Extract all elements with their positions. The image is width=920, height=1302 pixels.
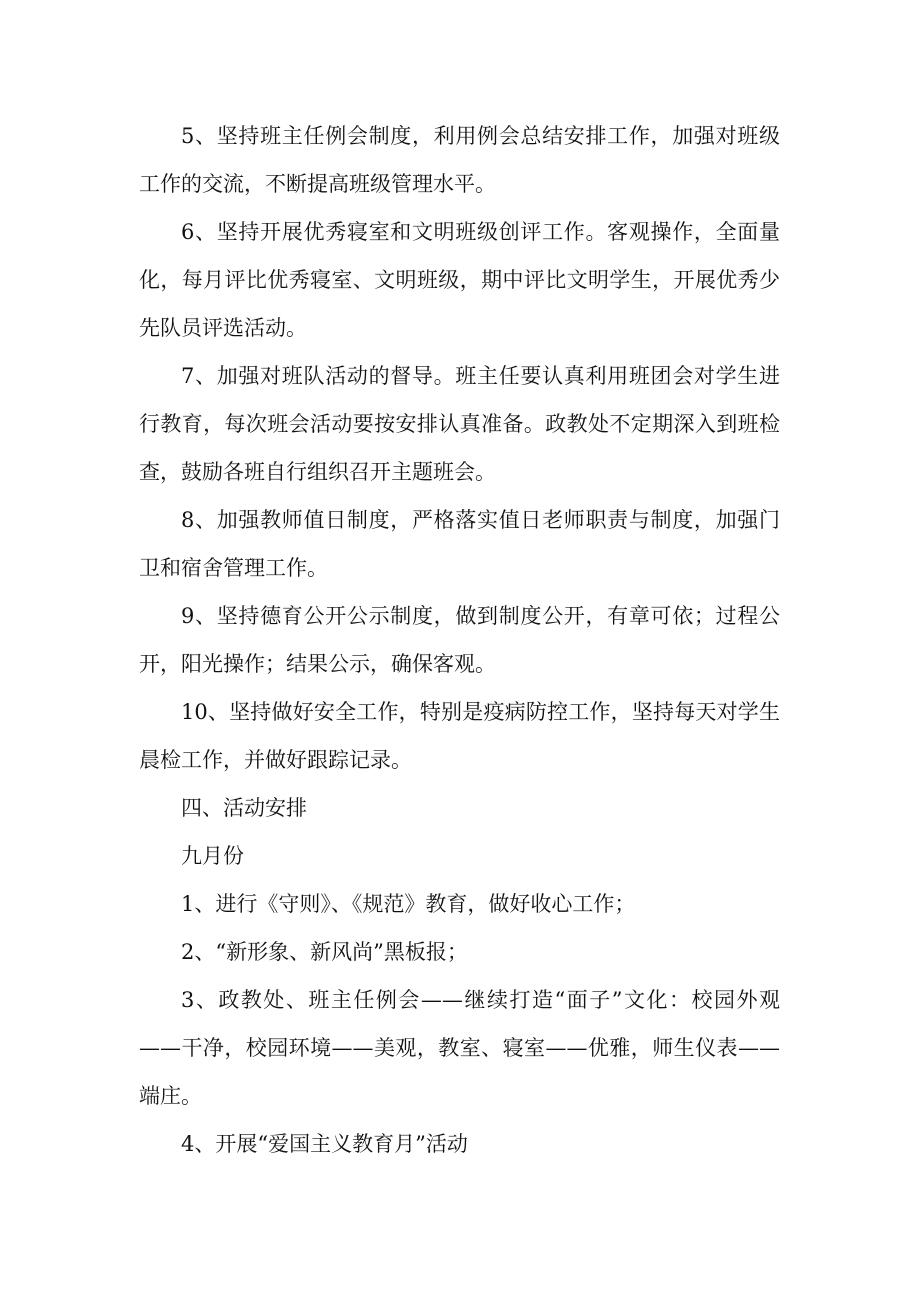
document-body [139, 112, 780, 1168]
paragraph-item-8: 8、加强教师值日制度，严格落实值日老师职责与制度，加强门卫和宿舍管理工作。 [139, 508, 780, 580]
paragraph-item-7: 7、加强对班队活动的督导。班主任要认真利用班团会对学生进行教育，每次班会活动要按安排认真准备。政教处不定期深入到班检查，鼓励各班自行组织召开主题班会。 [139, 364, 780, 484]
september-item-3: 3、政教处、班主任例会——继续打造“面子”文化：校园外观——干净，校园环境——美观，教室、寝室——优雅，师生仪表——端庄。 [139, 988, 780, 1108]
september-item-4: 4、开展“爱国主义教育月”活动 [181, 1132, 468, 1156]
september-item-1: 1、进行《守则》、《规范》教育，做好收心工作； [181, 892, 636, 916]
paragraph-item-5: 5、坚持班主任例会制度，利用例会总结安排工作，加强对班级工作的交流，不断提高班级管理水平。 [139, 124, 780, 196]
paragraph-item-10: 10、坚持做好安全工作，特别是疫病防控工作，坚持每天对学生晨检工作，并做好跟踪记录。 [139, 700, 780, 772]
paragraph-item-6: 6、坚持开展优秀寝室和文明班级创评工作。客观操作，全面量化，每月评比优秀寝室、文明班级，期中评比文明学生，开展优秀少先队员评选活动。 [139, 220, 780, 340]
section-heading-activities: 四、活动安排 [181, 796, 307, 820]
september-item-2: 2、“新形象、新风尚”黑板报； [181, 940, 468, 964]
month-heading-september: 九月份 [181, 844, 244, 868]
paragraph-item-9: 9、坚持德育公开公示制度，做到制度公开，有章可依；过程公开，阳光操作；结果公示，确保客观。 [139, 604, 780, 676]
